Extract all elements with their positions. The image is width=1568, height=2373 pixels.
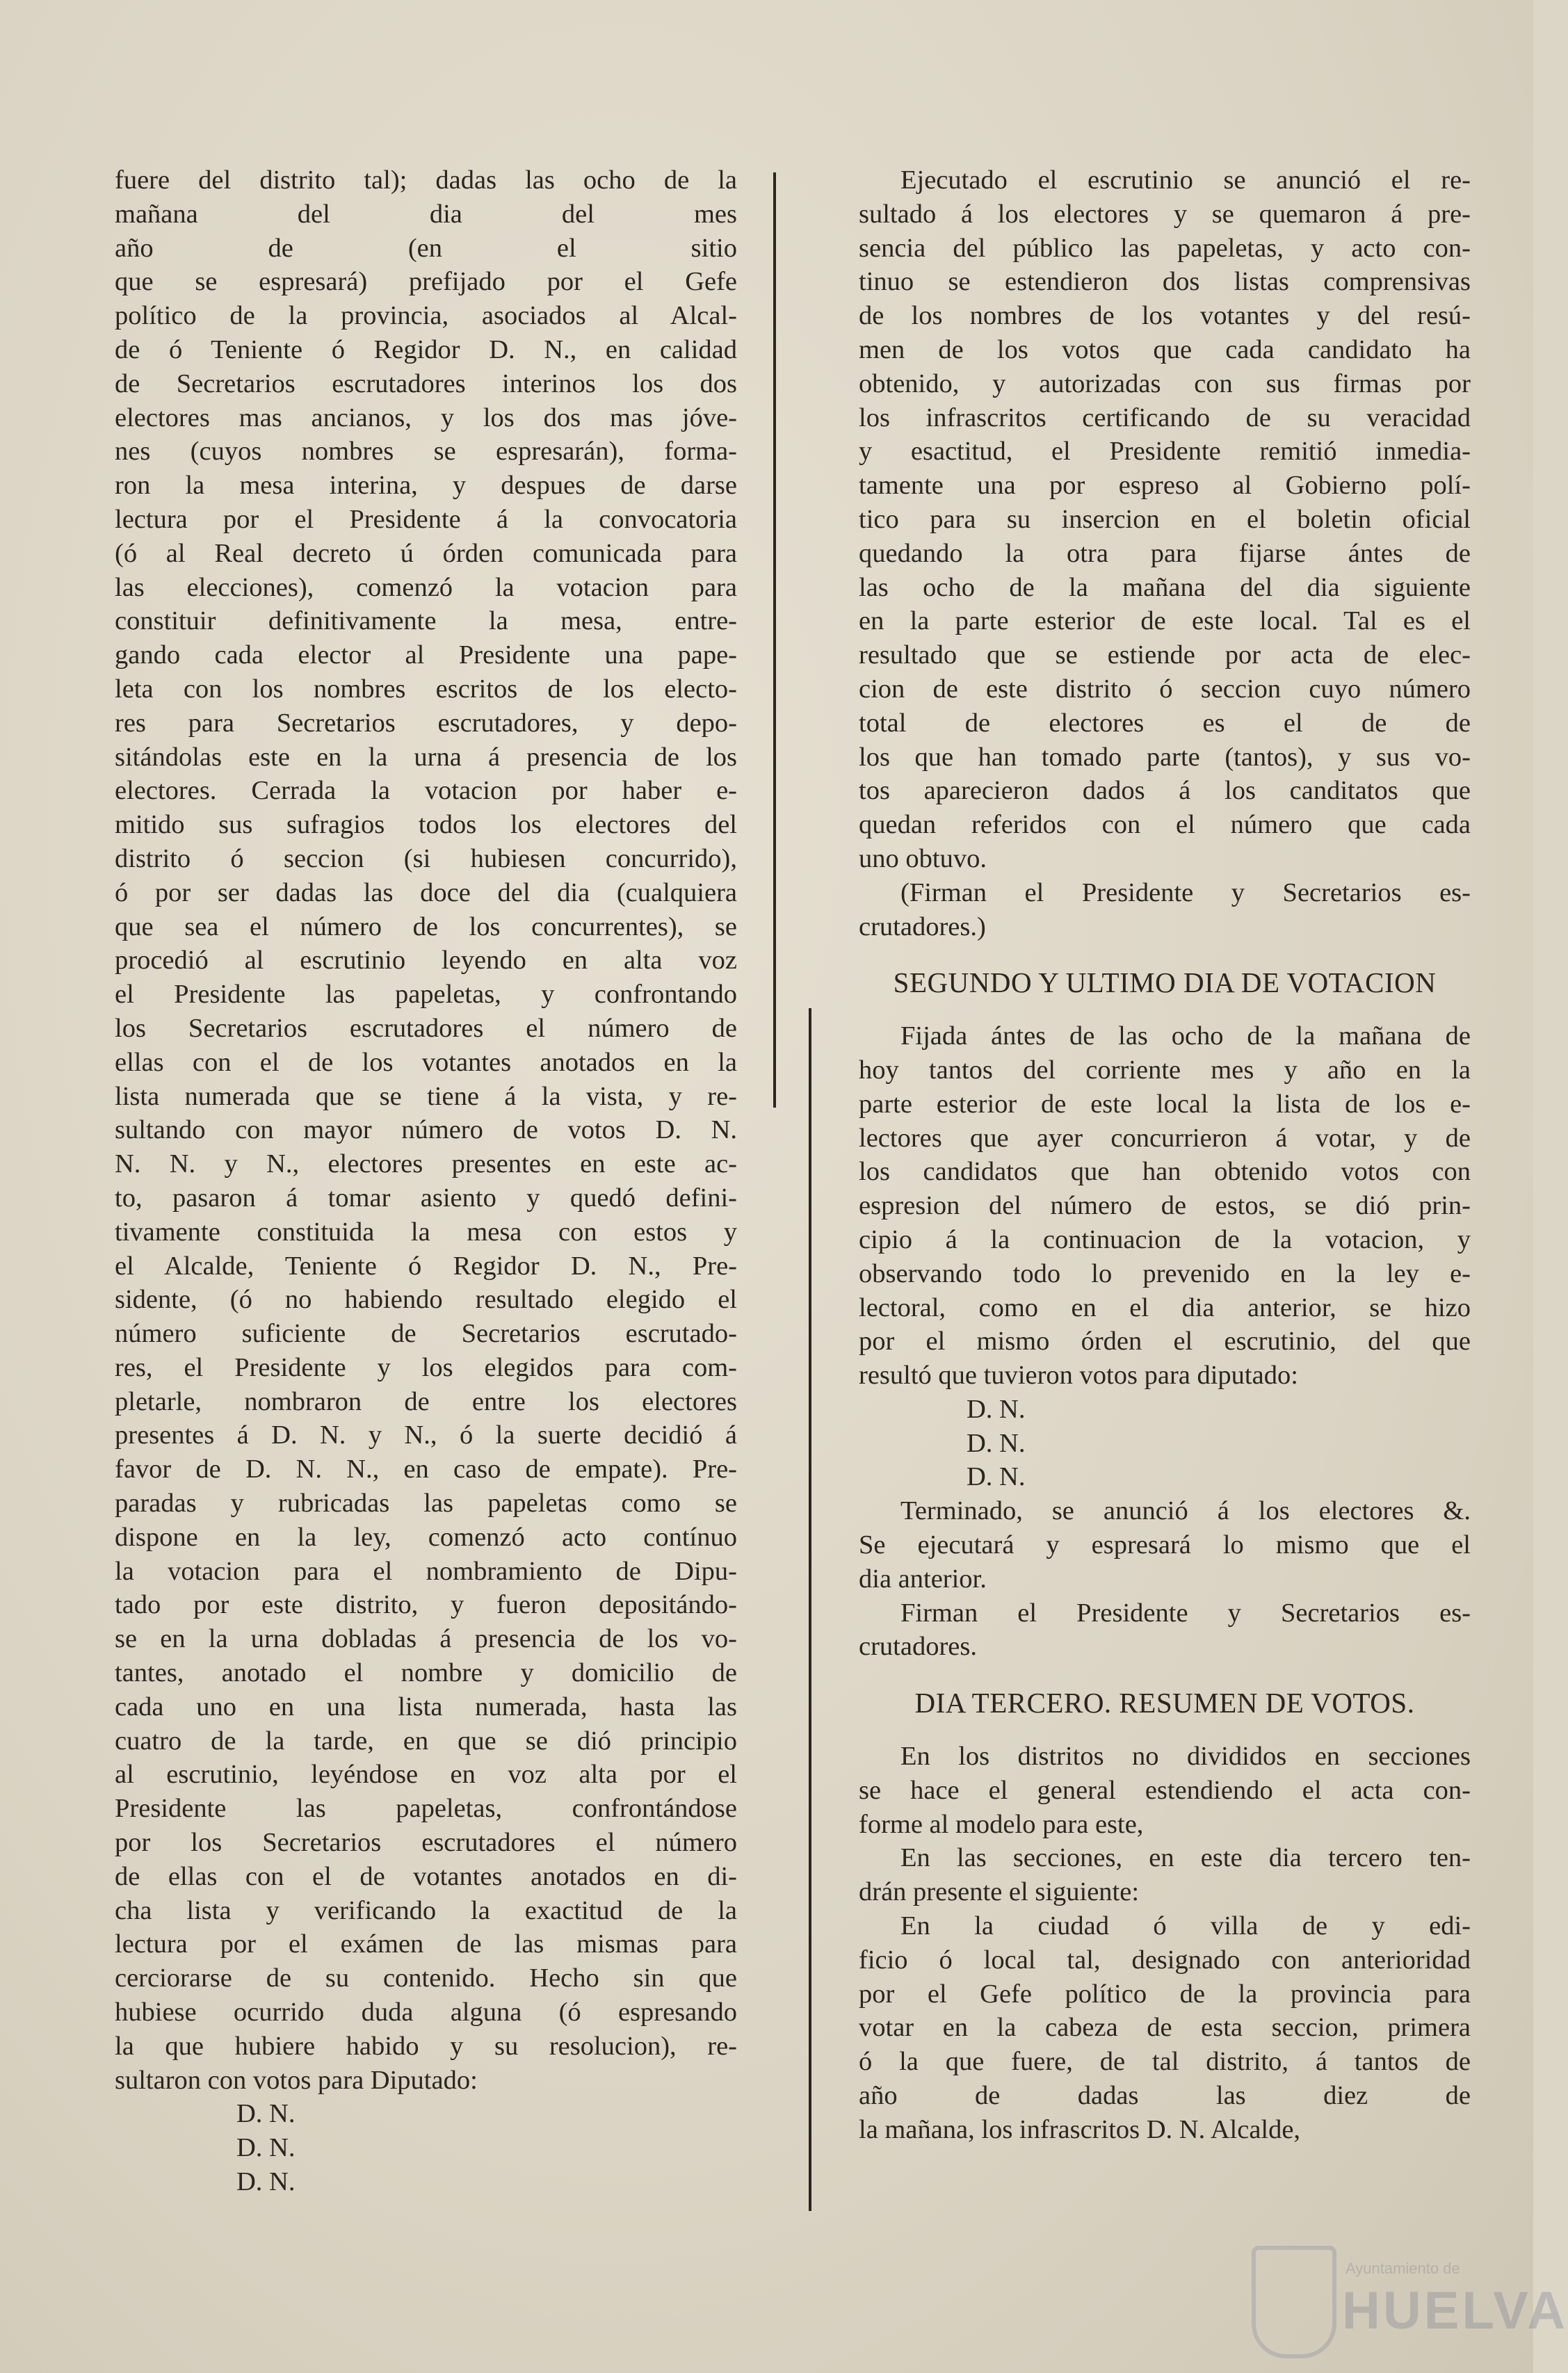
text-line: Ejecutado el escrutinio se anunció el re-: [900, 165, 1471, 195]
text-line: favor de D. N. N., en caso de empate). Pre-: [115, 1455, 737, 1484]
text-line: tico para su insercion en el boletin oficial: [859, 504, 1471, 534]
text-line: parte esterior de este local la lista de los e-: [859, 1089, 1471, 1119]
candidate-entry: D. N.: [236, 2167, 296, 2197]
watermark-big-text: HUELVA: [1342, 2281, 1568, 2340]
text-line: resultado que se estiende por acta de elec-: [859, 640, 1471, 670]
spacer: [859, 943, 1471, 950]
text-line: En los distritos no divididos en secciones: [900, 1742, 1471, 1772]
text-line: distrito ó seccion (si hubiesen concurrido),: [115, 843, 737, 873]
text-line: lectura por el Presidente á la convocatoria: [115, 504, 737, 534]
text-line: lectores que ayer concurrieron á votar, y de: [859, 1123, 1471, 1153]
text-line: por el mismo órden el escrutinio, del que: [859, 1327, 1471, 1356]
candidate-entry: D. N.: [967, 1462, 1026, 1492]
text-line: drán presente el siguiente:: [859, 1877, 1140, 1907]
text-line: sidente, (ó no habiendo resultado elegido el: [115, 1285, 737, 1315]
text-line: lectura por el exámen de las mismas para: [115, 1929, 737, 1959]
text-line: el Presidente las papeletas, y confrontando: [115, 980, 737, 1010]
text-line: por los Secretarios escrutadores el número: [115, 1828, 737, 1858]
text-line: gando cada elector al Presidente una pape-: [115, 640, 737, 670]
text-line: que sea el número de los concurrentes), se: [115, 912, 737, 941]
text-line: votar en la cabeza de esta seccion, primera: [859, 2013, 1471, 2043]
text-line: mañana del dia del mes: [115, 199, 737, 229]
text-line: la mañana, los infrascritos D. N. Alcalde,: [859, 2114, 1301, 2144]
text-line: ó la que fuere, de tal distrito, á tantos de: [859, 2047, 1471, 2077]
text-line: tantes, anotado el nombre y domicilio de: [115, 1658, 737, 1688]
text-line: espresion del número de estos, se dió prin-: [859, 1191, 1471, 1221]
text-line: número suficiente de Secretarios escrutado-: [115, 1319, 737, 1349]
text-line: procedió al escrutinio leyendo en alta voz: [115, 946, 737, 975]
text-line: cuatro de la tarde, en que se dió principio: [115, 1726, 737, 1756]
left-column: [115, 163, 737, 2199]
text-line: cipio á la continuacion de la votacion, y: [859, 1224, 1471, 1254]
text-line: sitándolas este en la urna á presencia de los: [115, 742, 737, 772]
text-line: presentes á D. N. y N., ó la suerte decidió á: [115, 1420, 737, 1450]
text-line: los Secretarios escrutadores el número de: [115, 1013, 737, 1043]
text-line: los candidatos que han obtenido votos con: [859, 1157, 1471, 1187]
text-line: N. N. y N., electores presentes en este ac-: [115, 1149, 737, 1179]
text-line: año de (en el sitio: [115, 233, 737, 263]
text-line: forme al modelo para este,: [859, 1809, 1144, 1839]
text-line: año de dadas las diez de: [859, 2081, 1471, 2111]
text-line: ó por ser dadas las doce del dia (cualquiera: [115, 877, 737, 907]
text-line: político de la provincia, asociados al Alcal-: [115, 301, 737, 331]
candidate-entry: D. N.: [236, 2099, 296, 2129]
text-line: de los nombres de los votantes y del resú-: [859, 301, 1471, 331]
text-line: tado por este distrito, y fueron depositándo-: [115, 1590, 737, 1620]
text-line: los infrascritos certificando de su veracidad: [859, 403, 1471, 432]
text-line: dia anterior.: [859, 1564, 987, 1594]
text-line: paradas y rubricadas las papeletas como se: [115, 1489, 737, 1518]
text-line: en la parte esterior de este local. Tal es el: [859, 606, 1471, 636]
text-line: y esactitud, el Presidente remitió inmedia-: [859, 437, 1471, 467]
text-line: En la ciudad ó villa de y edi-: [900, 1911, 1471, 1941]
text-line: sultaron con votos para Diputado:: [115, 2065, 478, 2095]
text-line: hoy tantos del corriente mes y año en la: [859, 1055, 1471, 1085]
text-line: por el Gefe político de la provincia para: [859, 1979, 1471, 2009]
text-line: lectoral, como en el dia anterior, se hizo: [859, 1293, 1471, 1322]
text-line: Firman el Presidente y Secretarios es-: [900, 1598, 1471, 1628]
text-line: nes (cuyos nombres se espresarán), forma-: [115, 437, 737, 467]
text-line: ficio ó local tal, designado con anterioridad: [859, 1945, 1471, 1975]
right-column: [859, 163, 1471, 2147]
text-line: sultado á los electores y se quemaron á pre-: [859, 199, 1471, 229]
text-line: la que hubiere habido y su resolucion), re-: [115, 2031, 737, 2061]
text-line: lista numerada que se tiene á la vista, y re-: [115, 1081, 737, 1111]
text-line: mitido sus sufragios todos los electores del: [115, 810, 737, 840]
text-line: crutadores.: [859, 1632, 977, 1662]
text-line: pletarle, nombraron de entre los electores: [115, 1386, 737, 1416]
text-line: de ellas con el de votantes anotados en di-: [115, 1861, 737, 1891]
text-line: (ó al Real decreto ú órden comunicada para: [115, 538, 737, 568]
text-line: cerciorarse de su contenido. Hecho sin que: [115, 1963, 737, 1993]
text-line: tos aparecieron dados á los canditatos que: [859, 776, 1471, 806]
candidate-entry: D. N.: [967, 1428, 1026, 1458]
text-line: ron la mesa interina, y despues de darse: [115, 471, 737, 501]
text-line: de ó Teniente ó Regidor D. N., en calidad: [115, 334, 737, 364]
text-line: obtenido, y autorizadas con sus firmas por: [859, 368, 1471, 398]
text-line: res, el Presidente y los elegidos para com-: [115, 1352, 737, 1382]
candidate-entry: D. N.: [967, 1394, 1026, 1424]
text-line: los que han tomado parte (tantos), y sus vo-: [859, 742, 1471, 772]
text-line: electores. Cerrada la votacion por haber e-: [115, 776, 737, 806]
text-line: se hace el general estendiendo el acta con-: [859, 1775, 1471, 1805]
text-line: se en la urna dobladas á presencia de los vo-: [115, 1624, 737, 1654]
text-line: de Secretarios escrutadores interinos los dos: [115, 368, 737, 398]
text-line: cha lista y verificando la exactitud de la: [115, 1895, 737, 1925]
text-line: electores mas ancianos, y los dos mas jóve-: [115, 403, 737, 432]
text-line: En las secciones, en este dia tercero ten-: [900, 1843, 1471, 1873]
text-line: sultando con mayor número de votos D. N.: [115, 1115, 737, 1145]
text-line: (Firman el Presidente y Secretarios es-: [900, 877, 1471, 907]
coat-of-arms-icon: [1252, 2246, 1336, 2358]
text-line: cion de este distrito ó seccion cuyo número: [859, 674, 1471, 704]
text-line: uno obtuvo.: [859, 843, 987, 873]
text-line: las elecciones), comenzó la votacion para: [115, 572, 737, 602]
text-line: tivamente constituida la mesa con estos y: [115, 1217, 737, 1247]
text-line: quedando la otra para fijarse ántes de: [859, 538, 1471, 568]
text-line: total de electores es el de de: [859, 708, 1471, 738]
text-line: tinuo se estendieron dos listas comprensivas: [859, 267, 1471, 297]
text-line: hubiese ocurrido duda alguna (ó espresando: [115, 1998, 737, 2027]
spacer: [859, 1664, 1471, 1671]
candidate-entry: D. N.: [236, 2133, 296, 2163]
text-line: observando todo lo prevenido en la ley e-: [859, 1258, 1471, 1288]
section-heading-segundo-dia: SEGUNDO Y ULTIMO DIA DE VOTACION: [893, 966, 1437, 999]
text-line: resultó que tuvieron votos para diputado:: [859, 1361, 1298, 1391]
text-line: la votacion para el nombramiento de Dipu-: [115, 1556, 737, 1586]
huelva-watermark: [1245, 2232, 1568, 2357]
column-rule-top: [773, 172, 776, 1108]
text-line: crutadores.): [859, 912, 986, 941]
text-line: fuere del distrito tal); dadas las ocho de la: [115, 165, 737, 195]
text-line: al escrutinio, leyéndose en voz alta por el: [115, 1760, 737, 1790]
text-line: Terminado, se anunció á los electores &.: [900, 1496, 1471, 1526]
watermark-small-text: Ayuntamiento de: [1345, 2260, 1460, 2277]
text-line: Fijada ántes de las ocho de la mañana de: [900, 1021, 1471, 1051]
text-line: to, pasaron á tomar asiento y quedó defini-: [115, 1183, 737, 1213]
text-line: men de los votos que cada candidato ha: [859, 334, 1471, 364]
column-rule-bottom: [809, 1008, 811, 2211]
text-line: que se espresará) prefijado por el Gefe: [115, 267, 737, 297]
text-line: las ocho de la mañana del dia siguiente: [859, 572, 1471, 602]
text-line: tamente una por espreso al Gobierno polí-: [859, 471, 1471, 501]
text-line: sencia del público las papeletas, y acto con-: [859, 233, 1471, 263]
text-line: res para Secretarios escrutadores, y depo-: [115, 708, 737, 738]
section-heading-dia-tercero: DIA TERCERO. RESUMEN DE VOTOS.: [914, 1687, 1415, 1719]
text-line: Se ejecutará y espresará lo mismo que el: [859, 1530, 1471, 1560]
text-line: leta con los nombres escritos de los electo-: [115, 674, 737, 704]
text-line: el Alcalde, Teniente ó Regidor D. N., Pre-: [115, 1251, 737, 1281]
text-line: ellas con el de los votantes anotados en la: [115, 1047, 737, 1077]
text-line: cada uno en una lista numerada, hasta las: [115, 1692, 737, 1722]
text-line: Presidente las papeletas, confrontándose: [115, 1794, 737, 1824]
text-line: dispone en la ley, comenzó acto contínuo: [115, 1522, 737, 1552]
text-line: quedan referidos con el número que cada: [859, 810, 1471, 840]
text-line: constituir definitivamente la mesa, entre-: [115, 606, 737, 636]
